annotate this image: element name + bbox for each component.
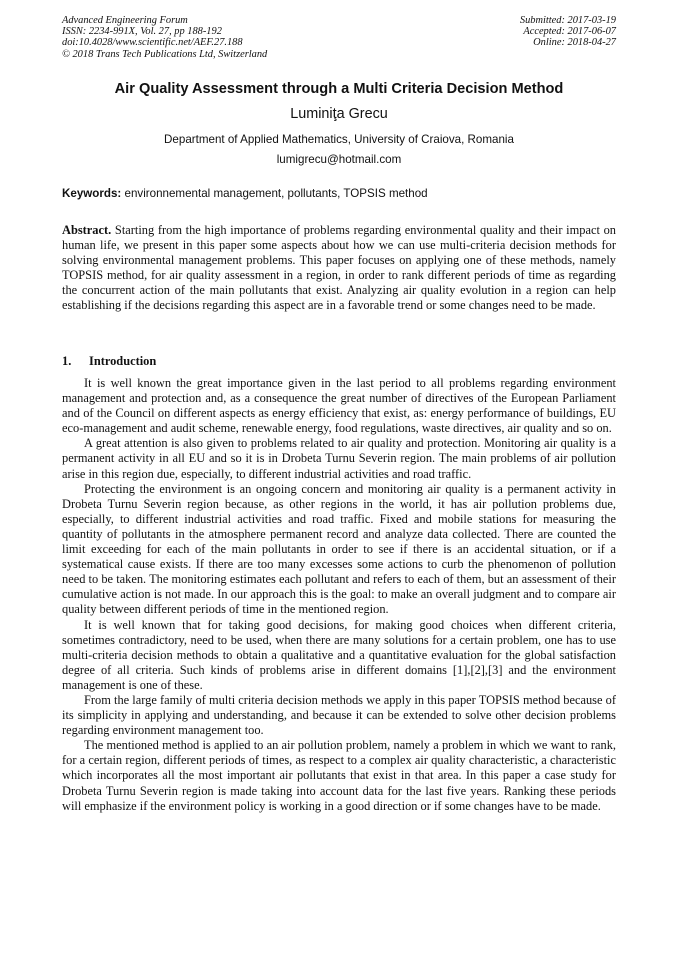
journal-name: Advanced Engineering Forum xyxy=(62,15,188,26)
online-date: Online: 2018-04-27 xyxy=(533,37,616,49)
author-affiliation: Department of Applied Mathematics, University of Craiova, Romania xyxy=(164,133,514,146)
section-heading xyxy=(62,354,156,369)
abstract-label: Abstract. xyxy=(62,223,112,237)
paragraph: A great attention is also given to problems related to air quality and protection. Monitoring air quality is a permanent activity in all EU and so it is in Drobeta Turnu Severin region. The main problems of air pollution arise in this region due, especially, to different industrial activities and road traffic. xyxy=(62,436,616,481)
journal-doi[interactable]: doi:10.4028/www.scientific.net/AEF.27.188 xyxy=(62,37,243,49)
abstract xyxy=(62,223,616,314)
publication-dates xyxy=(520,15,616,49)
paragraph: Protecting the environment is an ongoing concern and monitoring air quality is a permanent activity in Drobeta Turnu Severin region because, as other regions in the world, it has air pollution problems due, especially, to different industrial activities and road traffic. Fixed and mobile stations for measuring the quantity of pollutants in the atmosphere permanent record and analyze data collected. There are counted the limit exceeding for each of the main pollutants in order to see if there is an accidental situation, or if a systematical cause exists. If there are too many excesses some actions to curb the phenomenon of pollution need to be taken. The monitoring estimates each pollutant and refers to each of them, but an assessment of their cumulative action is not made. In our approach this is the goal: to make an overall judgment and to compare air quality between different periods of time in the mentioned region. xyxy=(62,481,616,617)
paragraph: From the large family of multi criteria decision methods we apply in this paper TOPSIS method because of its simplicity in applying and understanding, and because it can be extended to solve other decision problems regarding environment management too. xyxy=(62,692,616,738)
author-name: Luminiţa Grecu xyxy=(290,106,388,122)
paper-title: Air Quality Assessment through a Multi Criteria Decision Method xyxy=(114,81,564,97)
submitted-date: Submitted: 2017-03-19 xyxy=(519,15,616,26)
journal-info xyxy=(62,15,267,60)
section-title: Introduction xyxy=(89,354,157,368)
keywords-label: Keywords: xyxy=(62,187,122,200)
accepted-date: Accepted: 2017-06-07 xyxy=(523,26,616,38)
keywords xyxy=(62,187,616,200)
paragraph: It is well known the great importance given in the last period to all problems regarding environment management and protection and, as a consequence the great number of directives of the European Parliament and of the Council on different aspects as energy efficiency that exist, as: energy performance of buildings, EU eco-management and audit scheme, renewable energy, food regulations, waste directives, air quality and so on. xyxy=(62,376,616,436)
journal-issn: ISSN: 2234-991X, Vol. 27, pp 188-192 xyxy=(62,26,222,38)
author-email[interactable]: lumigrecu@hotmail.com xyxy=(276,153,402,166)
abstract-text: Starting from the high importance of problems regarding environmental quality and their impact on human life, we present in this paper some aspects about how we can use multi-criteria decision methods for solving environmental management problems. This paper focuses on applying one of these methods, namely TOPSIS method, for air quality assessment in a region, in order to rank different periods of time as regarding the concurrent action of the main pollutants that exist. Analyzing air quality evolution in a region can help establishing if the decisions regarding this aspect are in a favorable trend or some changes need to be made. xyxy=(62,223,616,313)
paragraph: The mentioned method is applied to an air pollution problem, namely a problem in which we want to rank, for a certain region, different periods of times, as respect to a complex air quality characteristic, a characteristic which incorporates all the most important air pollutants that exist in that area. In this paper a case study for Drobeta Turnu Severin region is made taking into account data for the last five years. Ranking these periods will emphasize if the environment policy is working in a good direction or if some changes have to be made. xyxy=(62,738,616,813)
introduction-body xyxy=(62,376,616,814)
section-number: 1. xyxy=(62,354,72,368)
keywords-text: environnemental management, pollutants, TOPSIS method xyxy=(121,187,428,200)
paragraph: It is well known that for taking good decisions, for making good choices when different criteria, sometimes contradictory, need to be used, when there are many solutions for a certain problem, one has to use multi-criteria decision methods to obtain a qualitative and a quantitative evaluation for the global satisfaction degree of all criteria. Such kinds of problems arise in different domains [1],[2],[3] and the environment management is one of these. xyxy=(62,617,616,692)
journal-copyright: © 2018 Trans Tech Publications Ltd, Switzerland xyxy=(62,48,268,60)
